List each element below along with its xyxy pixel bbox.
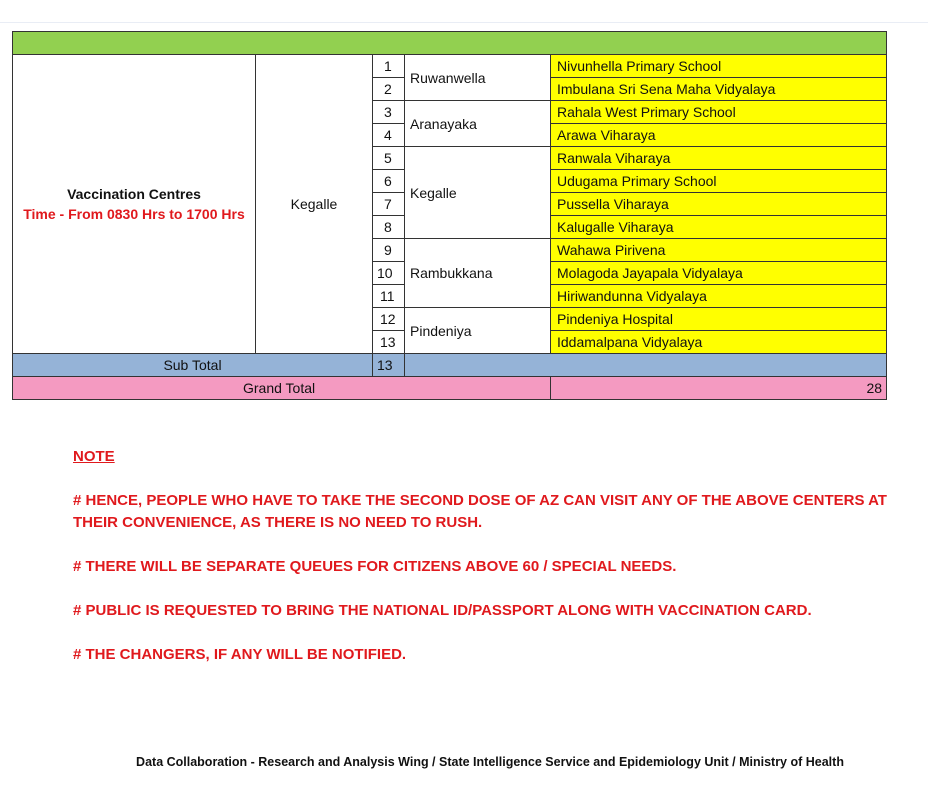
table-row: [13, 55, 887, 78]
grand-total-row: [13, 377, 887, 400]
row-number: 11: [373, 285, 405, 308]
centre-name: Wahawa Pirivena: [551, 239, 887, 262]
header-green-row: [13, 32, 887, 55]
row-number: 9: [373, 239, 405, 262]
row-number: 12: [373, 308, 405, 331]
subtotal-row: [13, 354, 887, 377]
centres-grid: [12, 31, 887, 400]
notes-section: [73, 446, 928, 688]
centre-name: Pindeniya Hospital: [551, 308, 887, 331]
centre-name: Ranwala Viharaya: [551, 147, 887, 170]
centre-name: Hiriwandunna Vidyalaya: [551, 285, 887, 308]
row-number: 6: [373, 170, 405, 193]
note-item: # THERE WILL BE SEPARATE QUEUES FOR CITIZENS ABOVE 60 / SPECIAL NEEDS.: [73, 558, 677, 575]
vaccination-centres-cell: [13, 55, 256, 354]
subtotal-label: Sub Total: [13, 354, 373, 377]
row-number: 2: [373, 78, 405, 101]
vaccination-time: Time - From 0830 Hrs to 1700 Hrs: [23, 206, 245, 222]
row-number: 3: [373, 101, 405, 124]
row-number: 13: [373, 331, 405, 354]
vaccination-table: [12, 31, 886, 396]
note-item: # THE CHANGERS, IF ANY WILL BE NOTIFIED.: [73, 646, 407, 663]
centre-name: Nivunhella Primary School: [551, 55, 887, 78]
row-number: 10: [373, 262, 405, 285]
division-pindeniya: Pindeniya: [405, 308, 551, 354]
row-number: 7: [373, 193, 405, 216]
note-item: # HENCE, PEOPLE WHO HAVE TO TAKE THE SECOND DOSE OF AZ CAN VISIT ANY OF THE ABOVE CENTERS AT THEIR CONVENIENCE, AS THERE IS NO NEED TO RUSH.: [73, 492, 887, 531]
row-number: 1: [373, 55, 405, 78]
centre-name: Kalugalle Viharaya: [551, 216, 887, 239]
subtotal-value: 13: [373, 354, 405, 377]
subtotal-empty: [405, 354, 887, 377]
grand-total-label: Grand Total: [13, 377, 551, 400]
district-cell: Kegalle: [256, 55, 373, 354]
green-header-bar: [13, 32, 887, 55]
note-item: # PUBLIC IS REQUESTED TO BRING THE NATIONAL ID/PASSPORT ALONG WITH VACCINATION CARD.: [73, 602, 812, 619]
centre-name: Imbulana Sri Sena Maha Vidyalaya: [551, 78, 887, 101]
centre-name: Pussella Viharaya: [551, 193, 887, 216]
row-number: 5: [373, 147, 405, 170]
note-heading: NOTE: [73, 448, 115, 465]
grand-total-value: 28: [551, 377, 887, 400]
row-number: 4: [373, 124, 405, 147]
top-strip: [0, 0, 928, 23]
centre-name: Molagoda Jayapala Vidyalaya: [551, 262, 887, 285]
division-aranayaka: Aranayaka: [405, 101, 551, 147]
division-ruwanwella: Ruwanwella: [405, 55, 551, 101]
centre-name: Rahala West Primary School: [551, 101, 887, 124]
vaccination-centres-title: Vaccination Centres: [67, 186, 201, 202]
division-kegalle: Kegalle: [405, 147, 551, 239]
centre-name: Arawa Viharaya: [551, 124, 887, 147]
centre-name: Iddamalpana Vidyalaya: [551, 331, 887, 354]
centre-name: Udugama Primary School: [551, 170, 887, 193]
footer-credit: Data Collaboration - Research and Analysis Wing / State Intelligence Service and Epidemiology Unit / Ministry of Health: [136, 755, 844, 769]
division-rambukkana: Rambukkana: [405, 239, 551, 308]
row-number: 8: [373, 216, 405, 239]
